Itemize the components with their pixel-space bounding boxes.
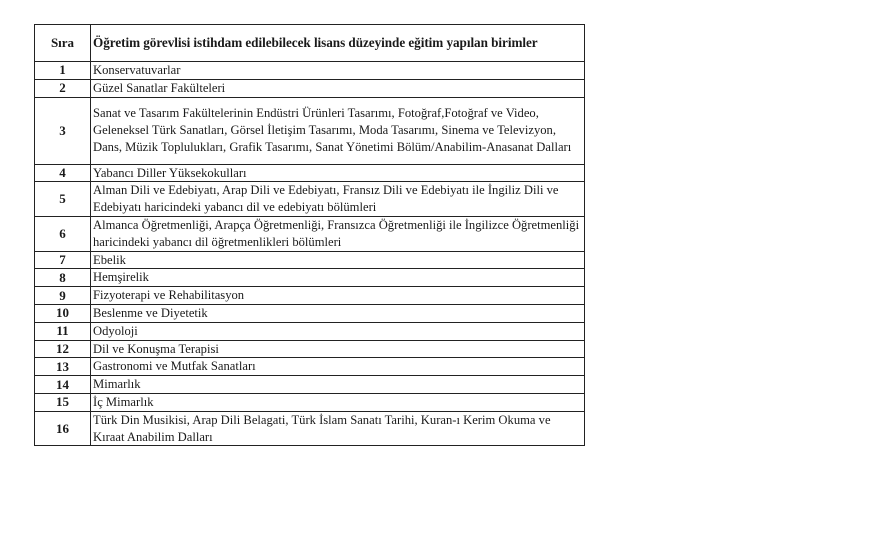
unit-description: Fizyoterapi ve Rehabilitasyon	[91, 287, 585, 305]
table-row	[35, 322, 585, 340]
table-row	[35, 358, 585, 376]
row-number: 7	[35, 251, 91, 269]
unit-description: Hemşirelik	[91, 269, 585, 287]
table-row	[35, 251, 585, 269]
table-body	[35, 62, 585, 446]
column-header-sira: Sıra	[35, 25, 91, 62]
units-table	[34, 24, 585, 446]
unit-description: Sanat ve Tasarım Fakültelerinin Endüstri Ürünleri Tasarımı, Fotoğraf,Fotoğraf ve Video, Geleneksel Türk Sanatları, Görsel İletişim Tasarımı, Moda Tasarımı, Sinema ve Televizyon, Dans, Müzik Toplulukları, Grafik Tasarımı, Sanat Yönetimi Bölüm/Anabilim-Anasanat Dalları	[91, 97, 585, 164]
row-number: 14	[35, 376, 91, 394]
table-row	[35, 79, 585, 97]
unit-description: Mimarlık	[91, 376, 585, 394]
row-number: 4	[35, 164, 91, 182]
unit-description: Alman Dili ve Edebiyatı, Arap Dili ve Edebiyatı, Fransız Dili ve Edebiyatı ile İngiliz Dili ve Edebiyatı haricindeki yabancı dil ve edebiyatı bölümleri	[91, 182, 585, 217]
table-row	[35, 340, 585, 358]
row-number: 16	[35, 411, 91, 446]
row-number: 11	[35, 322, 91, 340]
row-number: 2	[35, 79, 91, 97]
row-number: 5	[35, 182, 91, 217]
unit-description: Konservatuvarlar	[91, 62, 585, 80]
unit-description: Odyoloji	[91, 322, 585, 340]
row-number: 13	[35, 358, 91, 376]
table-row	[35, 304, 585, 322]
row-number: 9	[35, 287, 91, 305]
table-row	[35, 97, 585, 164]
table-row	[35, 216, 585, 251]
table-row	[35, 62, 585, 80]
unit-description: İç Mimarlık	[91, 393, 585, 411]
row-number: 12	[35, 340, 91, 358]
unit-description: Türk Din Musikisi, Arap Dili Belagati, Türk İslam Sanatı Tarihi, Kuran-ı Kerim Okuma ve Kıraat Anabilim Dalları	[91, 411, 585, 446]
table-row	[35, 164, 585, 182]
row-number: 8	[35, 269, 91, 287]
table-row	[35, 269, 585, 287]
table-row	[35, 411, 585, 446]
table-row	[35, 287, 585, 305]
row-number: 10	[35, 304, 91, 322]
table-header-row	[35, 25, 585, 62]
unit-description: Ebelik	[91, 251, 585, 269]
unit-description: Güzel Sanatlar Fakülteleri	[91, 79, 585, 97]
unit-description: Almanca Öğretmenliği, Arapça Öğretmenliği, Fransızca Öğretmenliği ile İngilizce Öğretmenliği haricindeki yabancı dil öğretmenlikleri bölümleri	[91, 216, 585, 251]
unit-description: Gastronomi ve Mutfak Sanatları	[91, 358, 585, 376]
table-row	[35, 393, 585, 411]
unit-description: Dil ve Konuşma Terapisi	[91, 340, 585, 358]
row-number: 1	[35, 62, 91, 80]
row-number: 15	[35, 393, 91, 411]
table-row	[35, 182, 585, 217]
column-header-birimler: Öğretim görevlisi istihdam edilebilecek lisans düzeyinde eğitim yapılan birimler	[91, 25, 585, 62]
table-row	[35, 376, 585, 394]
unit-description: Yabancı Diller Yüksekokulları	[91, 164, 585, 182]
row-number: 6	[35, 216, 91, 251]
row-number: 3	[35, 97, 91, 164]
unit-description: Beslenme ve Diyetetik	[91, 304, 585, 322]
